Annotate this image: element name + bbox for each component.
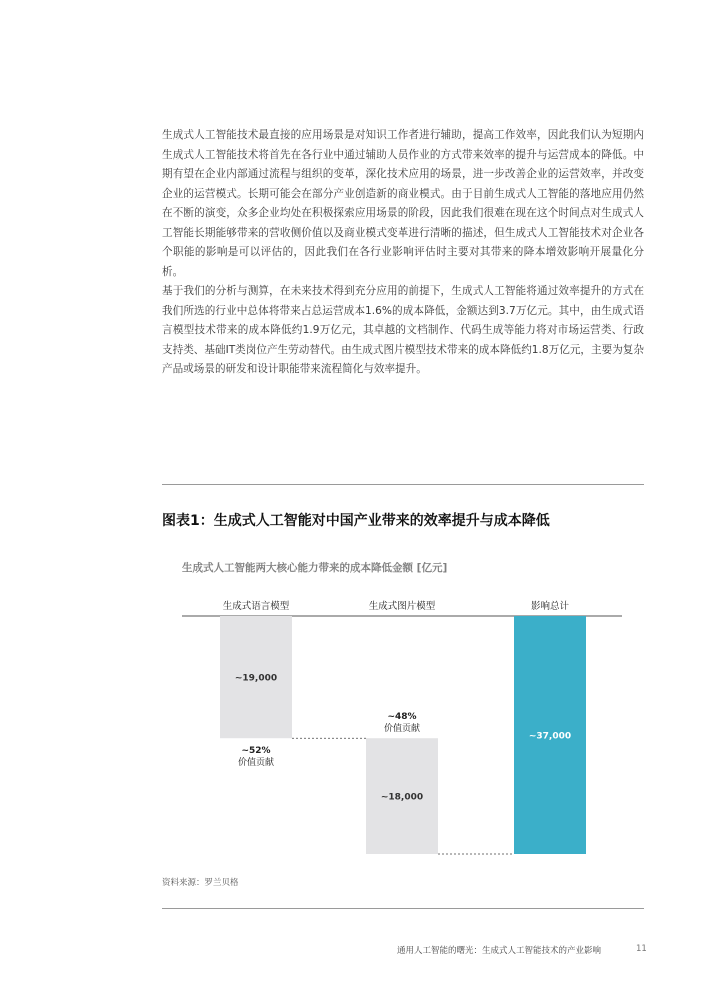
body-paragraph-1: 生成式人工智能技术最直接的应用场景是对知识工作者进行辅助，提高工作效率，因此我们认为短期内生成式人工智能技术将首先在各行业中通过辅助人员作业的方式带来效率的提升与运营成本的降低。中期有望在企业内部通过流程与组织的变革，深化技术应用的场景，进一步改善企业的运营效率，并改变企业的运营模式。长期可能会在部分产业创造新的商业模式。由于目前生成式人工智能的落地应用仍然在不断的演变，众多企业均处在积极探索应用场景的阶段，因此我们很难在现在这个时间点对生成式人工智能长期能够带来的营收侧价值以及商业模式变革进行清晰的描述，但生成式人工智能技术对企业各个职能的影响是可以评估的，因此我们在各行业影响评估时主要对其带来的降本增效影响开展量化分析。 [162,129,644,278]
bar-value-label: ~19,000 [234,673,278,684]
share-text-label: 价值贡献 [383,724,421,735]
page-number: 11 [636,944,647,954]
footer-title: 通用人工智能的曙光：生成式人工智能技术的产业影响 [397,946,602,956]
bar-value-label: ~37,000 [528,731,572,742]
figure-source: 资料来源：罗兰贝格 [162,878,239,888]
share-percent-label: ~48% [387,712,417,723]
category-label: 影响总计 [530,601,570,612]
figure-title: 图表1：生成式人工智能对中国产业带来的效率提升与成本降低 [162,513,550,529]
share-text-label: 价值贡献 [237,758,275,769]
category-label: 生成式语言模型 [222,601,290,612]
share-percent-label: ~52% [241,746,271,757]
chart-subtitle: 生成式人工智能两大核心能力带来的成本降低金额 [亿元] [182,562,448,574]
body-paragraph-2: 基于我们的分析与测算，在未来技术得到充分应用的前提下，生成式人工智能将通过效率提升的方式在我们所选的行业中总体将带来占总运营成本1.6%的成本降低，金额达到3.7万亿元。其中，由生成式语言模型技术带来的成本降低约1.9万亿元，其卓越的文档制作、代码生成等能力将对市场运营类、行政支持类、基础IT类岗位产生劳动替代。由生成式图片模型技术带来的成本降低约1.8万亿元，主要为复杂产品或场景的研发和设计职能带来流程简化与效率提升。 [162,285,644,375]
bar-value-label: ~18,000 [380,792,424,803]
category-label: 生成式图片模型 [368,601,436,612]
figure-bottom-divider [162,908,644,909]
